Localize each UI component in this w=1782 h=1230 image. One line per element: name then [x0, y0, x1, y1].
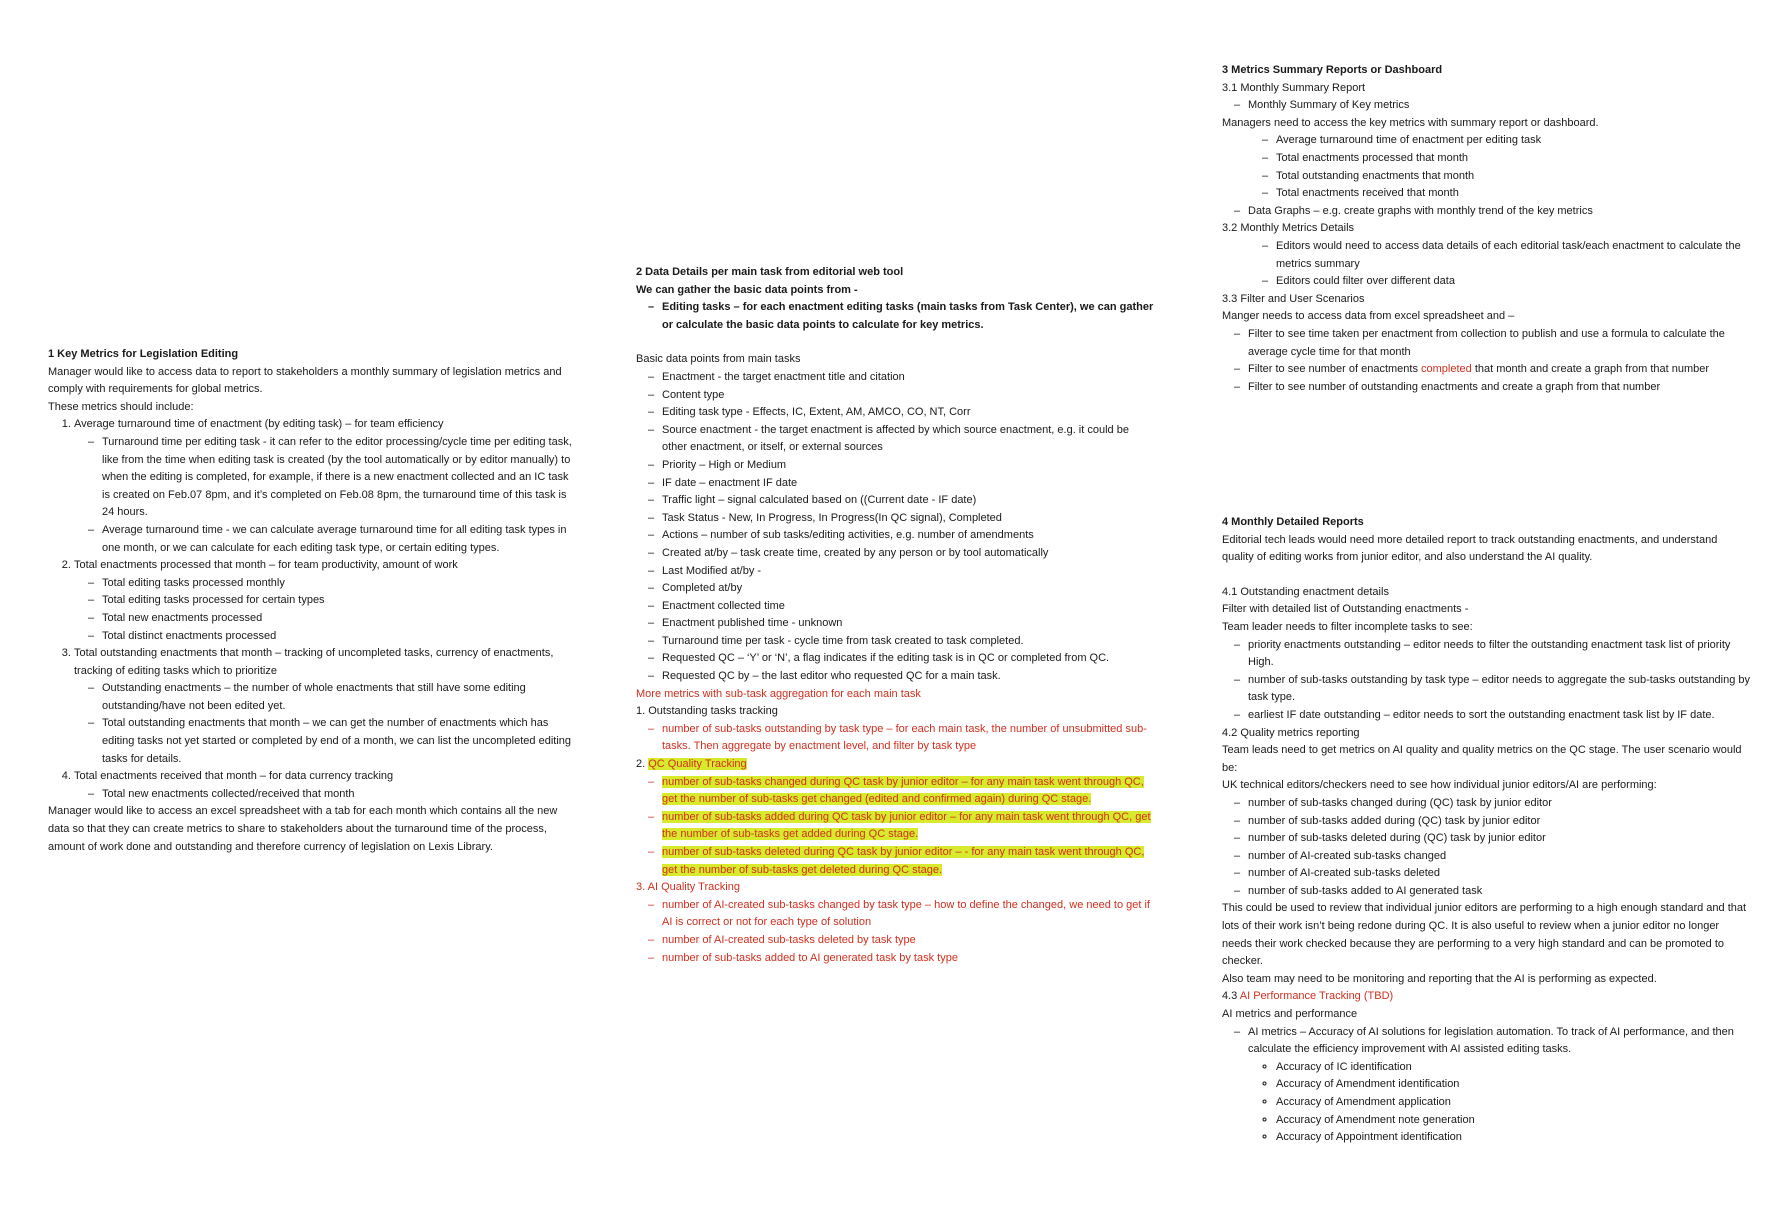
list-item: – Last Modified at/by - [662, 563, 1156, 581]
qc-heading: 2. QC Quality Tracking [636, 758, 747, 771]
list-item: – number of sub-tasks added during QC task by junior editor – for any main task went through QC, get the number of sub-tasks get added during QC stage. [662, 809, 1156, 844]
subsection-title: 3.1 Monthly Summary Report [1222, 81, 1366, 94]
list-item: – number of sub-tasks added to AI generated task by task type [662, 950, 1156, 968]
list-item: – Enactment - the target enactment title and citation [662, 369, 1156, 387]
list-item: – Enactment collected time [662, 598, 1156, 616]
list-item: – Traffic light – signal calculated based on ((Current date - IF date) [662, 492, 1156, 510]
list-item: – number of sub-tasks changed during (QC) task by junior editor [1248, 795, 1752, 813]
list-item: – Total new enactments collected/received that month [102, 786, 578, 804]
list-item: – number of sub-tasks deleted during QC task by junior editor – - for any main task went through QC, get the number of sub-tasks get deleted during QC stage. [662, 844, 1156, 879]
paragraph: Filter with detailed list of Outstanding enactments - [1222, 603, 1469, 616]
list-item: – Editing tasks – for each enactment editing tasks (main tasks from Task Center), we can gather or calculate the basic data points to calculate for key metrics. [662, 299, 1156, 334]
list-item: – number of AI-created sub-tasks changed by task type – how to define the changed, we need to get if AI is correct or not for each type of solution [662, 897, 1156, 932]
list-item: 1. Average turnaround time of enactment (by editing task) – for team efficiency – Turnaround time per editing task - it can refer to the editor processing/cycle time per editing task, like from the time when editing task is created (by the tool automatically or by editor manually) to when the editing is completed, for example, if there is a new enactment collected and an IC task is created on Feb.07 8pm, and it’s completed on Feb.08 8pm, the turnaround time of this task is 24 hours. – Average turnaround time - we can calculate average turnaround time for all editing task types in one month, or we can calculate for each editing task type, or certain editing types. [74, 416, 578, 557]
list-item: – Total enactments processed that month [1276, 150, 1752, 168]
list-item: – AI metrics – Accuracy of AI solutions for legislation automation. To track of AI performance, and then calculate the efficiency improvement with AI assisted editing tasks. ◦ Accuracy of IC identification ◦ Accuracy of Amendment identification ◦ Accuracy of Amendment application ◦ Accuracy of Amendment note generation ◦ Accuracy of Appointment identification [1248, 1024, 1752, 1147]
section-summary-reports [1222, 62, 1752, 396]
subsection-title: 3.2 Monthly Metrics Details [1222, 222, 1355, 235]
list-item: ◦ Accuracy of Amendment note generation [1276, 1112, 1752, 1130]
list-item: – Average turnaround time of enactment per editing task [1276, 132, 1752, 150]
subsection-title: 4.1 Outstanding enactment details [1222, 585, 1389, 598]
list-item: – earliest IF date outstanding – editor needs to sort the outstanding enactment task list by IF date. [1248, 707, 1752, 725]
list-item: – Editors could filter over different data [1276, 273, 1752, 291]
list-item: – Data Graphs – e.g. create graphs with monthly trend of the key metrics [1248, 203, 1752, 221]
section-title: 1 Key Metrics for Legislation Editing [48, 348, 239, 360]
list-item: – Created at/by – task create time, created by any person or by tool automatically [662, 545, 1156, 563]
list-item: – number of sub-tasks outstanding by task type – editor needs to aggregate the sub-tasks outstanding by task type. [1248, 672, 1752, 707]
list-item: – Total editing tasks processed monthly [102, 575, 578, 593]
list-item: – Monthly Summary of Key metrics [1248, 97, 1752, 115]
list-item: – number of sub-tasks added to AI generated task [1248, 883, 1752, 901]
list-item: – Total enactments received that month [1276, 185, 1752, 203]
list-item: ◦ Accuracy of Amendment application [1276, 1094, 1752, 1112]
metrics-list [48, 416, 578, 803]
list-item: – number of AI-created sub-tasks deleted [1248, 865, 1752, 883]
paragraph: Team leads need to get metrics on AI quality and quality metrics on the QC stage. The user scenario would be: [1222, 744, 1742, 774]
list-item: ◦ Accuracy of Amendment identification [1276, 1076, 1752, 1094]
list-item: – number of AI-created sub-tasks changed [1248, 848, 1752, 866]
list-item: – Priority – High or Medium [662, 457, 1156, 475]
paragraph: These metrics should include: [48, 400, 194, 413]
paragraph: This could be used to review that individual junior editors are performing to a high enough standard and that lots of their work isn’t being redone during QC. It is also useful to review when a junior editor no longer needs their work checked because they are performing to a very high standard and can be promoted to checker. [1222, 902, 1747, 968]
list-item: – Enactment published time - unknown [662, 615, 1156, 633]
subsection-title: 3.3 Filter and User Scenarios [1222, 292, 1365, 305]
section-data-details [636, 264, 1156, 967]
list-item: – Completed at/by [662, 580, 1156, 598]
list-item: – number of sub-tasks changed during QC task by junior editor – for any main task went through QC, get the number of sub-tasks get changed (edited and confirmed again) during QC stage. [662, 774, 1156, 809]
paragraph: Editorial tech leads would need more detailed report to track outstanding enactments, and understand quality of editing works from junior editor, and also understand the AI quality. [1222, 533, 1718, 564]
subsection-title: 4.3 AI Performance Tracking (TBD) [1222, 990, 1394, 1003]
list-item: – Total distinct enactments processed [102, 628, 578, 646]
list-item: – Task Status - New, In Progress, In Progress(In QC signal), Completed [662, 510, 1156, 528]
paragraph: UK technical editors/checkers need to see how individual junior editors/AI are performing: [1222, 779, 1657, 792]
list-item: 2. Total enactments processed that month – for team productivity, amount of work – Total editing tasks processed monthly – Total editing tasks processed for certain types – Total new enactments processed – Total distinct enactments processed [74, 557, 578, 645]
list-item: – Filter to see time taken per enactment from collection to publish and use a formula to calculate the average cycle time for that month [1248, 326, 1752, 361]
paragraph: 1. Outstanding tasks tracking [636, 705, 778, 718]
subsection-title: 4.2 Quality metrics reporting [1222, 726, 1360, 739]
paragraph: More metrics with sub-task aggregation for each main task [636, 687, 921, 700]
list-item: – number of sub-tasks added during (QC) task by junior editor [1248, 813, 1752, 831]
list-item: – Filter to see number of outstanding enactments and create a graph from that number [1248, 379, 1752, 397]
basic-points-list [636, 369, 1156, 686]
paragraph: Manager would like to access an excel spreadsheet with a tab for each month which contains all the new data so that they can create metrics to share to stakeholders about the turnaround time of the process, amount of work done and outstanding and therefore currency of legislation on Lexis Library. [48, 805, 558, 853]
list-item: – Outstanding enactments – the number of whole enactments that still have some editing outstanding/have not been edited yet. [102, 680, 578, 715]
list-item: – Editors would need to access data details of each editorial task/each enactment to calculate the metrics summary [1276, 238, 1752, 273]
paragraph: Manger needs to access data from excel spreadsheet and – [1222, 310, 1515, 323]
paragraph: 3. AI Quality Tracking [636, 881, 740, 894]
list-item: – Source enactment - the target enactment is affected by which source enactment, e.g. it could be other enactment, or itself, or external sources [662, 422, 1156, 457]
list-item: 4. Total enactments received that month – for data currency tracking – Total new enactments collected/received that month [74, 768, 578, 803]
list-item: – Total outstanding enactments that month – we can get the number of enactments which has editing tasks not yet started or completed by end of a month, we can list the uncompleted editing tasks for details. [102, 715, 578, 768]
list-item: – Total new enactments processed [102, 610, 578, 628]
list-item: – Filter to see number of enactments completed that month and create a graph from that number [1248, 361, 1752, 379]
paragraph: Team leader needs to filter incomplete tasks to see: [1222, 620, 1473, 633]
list-item: – Editing task type - Effects, IC, Extent, AM, AMCO, CO, NT, Corr [662, 404, 1156, 422]
list-item: – Average turnaround time - we can calculate average turnaround time for all editing task types in one month, or we can calculate for each editing task type, or certain editing types. [102, 522, 578, 557]
paragraph: Basic data points from main tasks [636, 353, 801, 366]
paragraph: Manager would like to access data to report to stakeholders a monthly summary of legislation metrics and comply with requirements for global metrics. [48, 365, 562, 396]
section-key-metrics [48, 346, 578, 856]
list-item: – Turnaround time per editing task - it can refer to the editor processing/cycle time per editing task, like from the time when editing task is created (by the tool automatically or by editor manually) to when the editing is completed, for example, if there is a new enactment collected and an IC task is created on Feb.07 8pm, and it’s completed on Feb.08 8pm, the turnaround time of this task is 24 hours. [102, 434, 578, 522]
list-item: 3. Total outstanding enactments that month – tracking of uncompleted tasks, currency of enactments, tracking of editing tasks which to prioritize – Outstanding enactments – the number of whole enactments that still have some editing outstanding/have not been edited yet. – Total outstanding enactments that month – we can get the number of enactments which has editing tasks not yet started or completed by end of a month, we can list the uncompleted editing tasks for details. [74, 645, 578, 768]
section-title: 2 Data Details per main task from editorial web tool [636, 266, 904, 278]
list-item: – number of AI-created sub-tasks deleted by task type [662, 932, 1156, 950]
list-item: ◦ Accuracy of Appointment identification [1276, 1129, 1752, 1147]
list-item: ◦ Accuracy of IC identification [1276, 1059, 1752, 1077]
list-item: – Total outstanding enactments that month [1276, 168, 1752, 186]
list-item: – Actions – number of sub tasks/editing activities, e.g. number of amendments [662, 527, 1156, 545]
list-item: – Turnaround time per task - cycle time from task created to task completed. [662, 633, 1156, 651]
section-title: 4 Monthly Detailed Reports [1222, 516, 1364, 528]
list-item: – IF date – enactment IF date [662, 475, 1156, 493]
list-item: – priority enactments outstanding – editor needs to filter the outstanding enactment task list of priority High. [1248, 637, 1752, 672]
section-title: 3 Metrics Summary Reports or Dashboard [1222, 64, 1443, 76]
list-item: – Total editing tasks processed for certain types [102, 592, 578, 610]
list-item: – Requested QC by – the last editor who requested QC for a main task. [662, 668, 1156, 686]
list-item: – Requested QC – ‘Y’ or ‘N’, a flag indicates if the editing task is in QC or completed from QC. [662, 650, 1156, 668]
list-item: – number of sub-tasks outstanding by task type – for each main task, the number of unsubmitted sub-tasks. Then aggregate by enactment level, and filter by task type [662, 721, 1156, 756]
paragraph: Managers need to access the key metrics with summary report or dashboard. [1222, 116, 1599, 129]
section-detailed-reports [1222, 514, 1752, 1147]
section-subtitle: We can gather the basic data points from - [636, 283, 858, 296]
paragraph: AI metrics and performance [1222, 1008, 1358, 1021]
list-item: – Content type [662, 387, 1156, 405]
list-item: – number of sub-tasks deleted during (QC) task by junior editor [1248, 830, 1752, 848]
paragraph: Also team may need to be monitoring and reporting that the AI is performing as expected. [1222, 972, 1657, 985]
